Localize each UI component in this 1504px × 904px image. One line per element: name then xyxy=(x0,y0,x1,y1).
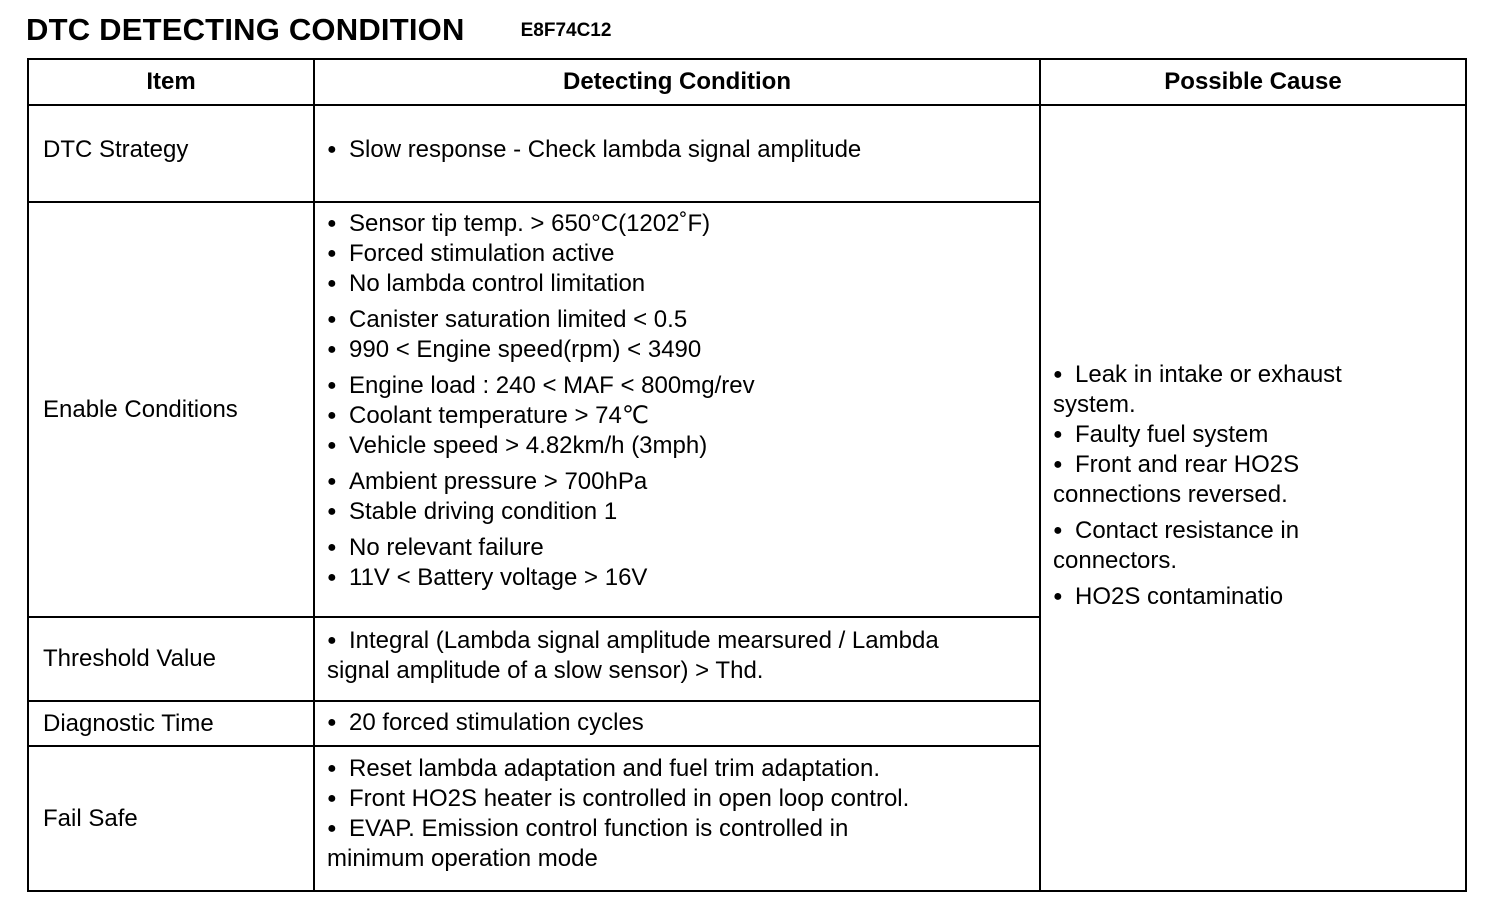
cause-item-continued: system. xyxy=(1053,391,1136,418)
conditions-fail-safe xyxy=(327,754,1027,874)
row-label-fail-safe: Fail Safe xyxy=(43,804,138,832)
possible-causes xyxy=(1053,360,1453,612)
conditions-threshold xyxy=(327,626,1027,686)
condition-item: ● No relevant failure xyxy=(327,533,1027,563)
condition-item-continued: signal amplitude of a slow sensor) > Thd. xyxy=(327,657,764,684)
page-header xyxy=(26,8,611,52)
condition-item: ● Slow response - Check lambda signal amplitude xyxy=(327,135,1027,165)
row-label-enable-conditions: Enable Conditions xyxy=(43,395,238,423)
condition-item: ● Stable driving condition 1 xyxy=(327,497,1027,527)
condition-item: ● Canister saturation limited < 0.5 xyxy=(327,305,1027,335)
cause-item: ● Leak in intake or exhaust xyxy=(1053,360,1453,390)
condition-item: ● Coolant temperature > 74℃ xyxy=(327,401,1027,431)
condition-item: ● Reset lambda adaptation and fuel trim adaptation. xyxy=(327,754,1027,784)
cause-item-continued: connections reversed. xyxy=(1053,481,1288,508)
conditions-enable xyxy=(327,209,1027,593)
row-label-diagnostic-time: Diagnostic Time xyxy=(43,709,214,737)
condition-item: ● 11V < Battery voltage > 16V xyxy=(327,563,1027,593)
page-title: DTC DETECTING CONDITION xyxy=(26,12,465,47)
conditions-dtc-strategy xyxy=(327,135,1027,165)
condition-item: ● Forced stimulation active xyxy=(327,239,1027,269)
condition-item: ● Ambient pressure > 700hPa xyxy=(327,467,1027,497)
row-label-dtc-strategy: DTC Strategy xyxy=(43,136,189,163)
condition-item: ● EVAP. Emission control function is controlled in xyxy=(327,814,1027,844)
condition-item: ● Engine load : 240 < MAF < 800mg/rev xyxy=(327,371,1027,401)
cause-item: ● Contact resistance in xyxy=(1053,516,1453,546)
column-header-detecting-condition: Detecting Condition xyxy=(563,68,791,95)
cause-item-continued: connectors. xyxy=(1053,547,1178,574)
document-code: E8F74C12 xyxy=(520,20,612,41)
condition-item: ● 990 < Engine speed(rpm) < 3490 xyxy=(327,335,1027,365)
dtc-condition-table xyxy=(27,58,1467,892)
condition-item: ● Vehicle speed > 4.82km/h (3mph) xyxy=(327,431,1027,461)
cause-item: ● Faulty fuel system xyxy=(1053,420,1453,450)
condition-item: ● 20 forced stimulation cycles xyxy=(327,708,1027,738)
row-label-threshold-value: Threshold Value xyxy=(43,645,216,672)
condition-item: ● Front HO2S heater is controlled in open loop control. xyxy=(327,784,1027,814)
condition-item: ● Integral (Lambda signal amplitude mearsured / Lambda xyxy=(327,626,1027,656)
column-divider-2 xyxy=(1039,60,1041,890)
column-divider-1 xyxy=(313,60,315,890)
condition-item: ● Sensor tip temp. > 650°C(1202˚F) xyxy=(327,209,1027,239)
column-header-possible-cause: Possible Cause xyxy=(1164,68,1342,95)
condition-item: ● No lambda control limitation xyxy=(327,269,1027,299)
conditions-diagnostic-time xyxy=(327,708,1027,738)
cause-item: ● Front and rear HO2S xyxy=(1053,450,1453,480)
column-header-item: Item xyxy=(146,68,196,95)
cause-item: ● HO2S contaminatio xyxy=(1053,582,1453,612)
condition-item-continued: minimum operation mode xyxy=(327,845,598,872)
